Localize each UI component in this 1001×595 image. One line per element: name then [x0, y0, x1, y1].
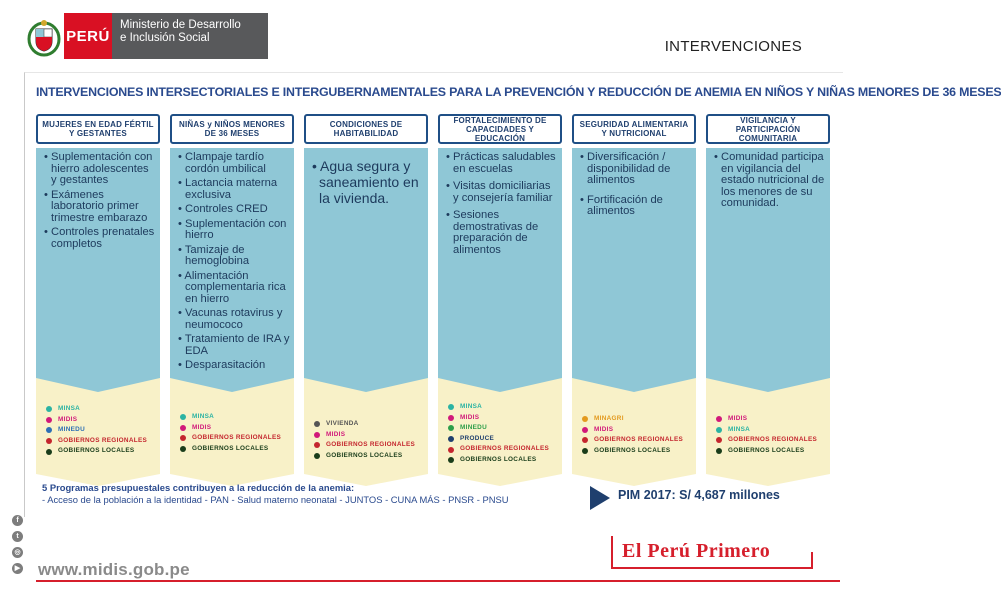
org-item — [180, 444, 292, 455]
org-list — [448, 402, 560, 466]
column-orgs-chevron — [706, 474, 830, 486]
org-dot — [448, 425, 454, 431]
org-name: VIVIENDA — [326, 420, 359, 427]
org-name: PRODUCE — [460, 434, 495, 442]
org-name: GOBIERNOS REGIONALES — [326, 441, 416, 449]
intervention-item: • Controles prenatales completos — [44, 227, 156, 250]
column-vigilancia — [706, 114, 830, 454]
org-name: MINEDU — [460, 424, 488, 432]
intervention-item: • Suplementación con hierro adolescentes y gestantes — [44, 152, 156, 187]
org-item — [448, 423, 560, 434]
org-name: MIDIS — [594, 425, 614, 433]
org-name: MINAGRI — [594, 415, 624, 422]
org-dot — [46, 449, 52, 455]
org-name: GOBIERNOS REGIONALES — [460, 445, 550, 453]
org-dot — [314, 421, 320, 427]
org-item — [582, 446, 694, 457]
intervention-item: • Vacunas rotavirus y neumococo — [178, 308, 290, 331]
column-interventions — [170, 148, 294, 378]
column-header: MUJERES EN EDAD FÉRTIL Y GESTANTES — [36, 114, 160, 144]
org-item — [448, 413, 560, 424]
org-dot — [582, 437, 588, 443]
org-dot — [582, 448, 588, 454]
footer-divider — [36, 580, 840, 582]
org-dot — [180, 435, 186, 441]
org-dot — [46, 406, 52, 412]
intervention-item: • Suplementación con hierro — [178, 219, 290, 242]
intervention-item: • Diversificación / disponibilidad de alimentos — [580, 152, 692, 187]
section-title: INTERVENCIONES — [664, 38, 802, 55]
org-dot — [314, 453, 320, 459]
play-arrow-icon — [590, 486, 610, 510]
org-list — [582, 414, 694, 456]
org-dot — [46, 417, 52, 423]
org-dot — [314, 432, 320, 438]
org-dot — [582, 416, 588, 422]
intervention-item: • Sesiones demostrativas de preparación de alimentos — [446, 210, 558, 256]
org-item — [314, 430, 426, 441]
column-interventions — [706, 148, 830, 378]
org-item — [716, 446, 828, 457]
org-dot — [46, 438, 52, 444]
intervention-item: • Agua segura y saneamiento en la vivienda. — [312, 158, 424, 206]
org-item — [716, 414, 828, 425]
org-name: GOBIERNOS REGIONALES — [594, 436, 684, 444]
programs-note — [42, 482, 509, 506]
org-dot — [716, 437, 722, 443]
org-item — [448, 434, 560, 445]
org-dot — [314, 442, 320, 448]
org-list — [180, 412, 292, 454]
intervention-item: • Prácticas saludables en escuelas — [446, 152, 558, 175]
ministry-name-line2: e Inclusión Social — [120, 32, 210, 44]
coat-of-arms-icon — [22, 15, 66, 59]
social-icons — [12, 515, 26, 579]
org-dot — [716, 448, 722, 454]
org-item — [180, 433, 292, 444]
column-chevron — [706, 378, 830, 392]
intervention-item: • Lactancia materna exclusiva — [178, 178, 290, 201]
org-item — [716, 425, 828, 436]
column-ninos — [170, 114, 294, 452]
org-dot — [716, 416, 722, 422]
country-label: PERÚ — [64, 13, 112, 59]
programs-heading: 5 Programas presupuestales contribuyen a la reducción de la anemia: — [42, 482, 355, 493]
intervention-item: • Tratamiento de IRA y EDA — [178, 334, 290, 357]
pim-budget: PIM 2017: S/ 4,687 millones — [618, 488, 780, 502]
org-item — [448, 455, 560, 466]
column-header: VIGILANCIA Y PARTICIPACIÓN COMUNITARIA — [706, 114, 830, 144]
org-name: GOBIERNOS LOCALES — [326, 451, 403, 459]
org-item — [716, 435, 828, 446]
org-list — [716, 414, 828, 456]
intervention-item: • Fortificación de alimentos — [580, 195, 692, 218]
intervention-item: • Comunidad participa en vigilancia del estado nutricional de los menores de su comunidad. — [714, 152, 826, 210]
org-item — [448, 402, 560, 413]
org-item — [314, 451, 426, 462]
column-interventions — [438, 148, 562, 378]
org-name: GOBIERNOS LOCALES — [58, 447, 135, 455]
intervention-item: • Alimentación complementaria rica en hierro — [178, 271, 290, 306]
org-item — [582, 425, 694, 436]
org-name: MIDIS — [326, 430, 346, 438]
org-dot — [448, 415, 454, 421]
ministry-name — [112, 13, 268, 59]
org-item — [46, 436, 158, 447]
org-item — [314, 440, 426, 451]
org-item — [582, 414, 694, 425]
main-title: INTERVENCIONES INTERSECTORIALES E INTERGUBERNAMENTALES PARA LA PREVENCIÓN Y REDUCCIÓN DE ANEMIA EN NIÑOS Y NIÑAS MENORES DE 36 MESES — [36, 85, 1001, 99]
column-educacion — [438, 114, 562, 463]
org-item — [582, 435, 694, 446]
org-name: MINEDU — [58, 426, 86, 434]
facebook-icon[interactable]: f — [12, 515, 23, 526]
intervention-item: • Desparasitación — [178, 360, 290, 372]
org-item — [46, 446, 158, 457]
column-orgs-chevron — [572, 474, 696, 486]
org-item — [180, 423, 292, 434]
column-interventions — [304, 148, 428, 378]
org-dot — [448, 447, 454, 453]
org-dot — [180, 425, 186, 431]
column-interventions — [572, 148, 696, 378]
column-header: SEGURIDAD ALIMENTARIA Y NUTRICIONAL — [572, 114, 696, 144]
org-dot — [448, 404, 454, 410]
column-header: FORTALECIMIENTO DE CAPACIDADES Y EDUCACIÓN — [438, 114, 562, 144]
instagram-icon[interactable]: ◎ — [12, 547, 23, 558]
org-item — [46, 404, 158, 415]
org-dot — [582, 427, 588, 433]
intervention-item: • Controles CRED — [178, 204, 290, 216]
org-name: MIDIS — [728, 415, 748, 422]
column-mujeres — [36, 114, 160, 455]
org-name: GOBIERNOS LOCALES — [728, 446, 805, 454]
org-name: MINSA — [58, 405, 81, 412]
org-item — [314, 419, 426, 430]
org-dot — [716, 427, 722, 433]
org-name: MIDIS — [192, 423, 212, 431]
org-item — [448, 444, 560, 455]
intervention-item: • Tamizaje de hemoglobina — [178, 245, 290, 268]
column-seguridad — [572, 114, 696, 454]
org-item — [46, 415, 158, 426]
column-chevron — [36, 378, 160, 392]
slogan: El Perú Primero — [622, 540, 771, 562]
org-dot — [180, 414, 186, 420]
org-name: MINSA — [192, 413, 215, 420]
org-name: MINSA — [460, 403, 483, 410]
column-chevron — [170, 378, 294, 392]
org-name: GOBIERNOS REGIONALES — [728, 436, 818, 444]
org-name: GOBIERNOS REGIONALES — [58, 436, 148, 444]
column-chevron — [438, 378, 562, 392]
org-item — [180, 412, 292, 423]
website-link[interactable]: www.midis.gob.pe — [38, 560, 190, 579]
org-dot — [180, 446, 186, 452]
org-name: GOBIERNOS REGIONALES — [192, 434, 282, 442]
column-header: NIÑAS y NIÑOS MENORES DE 36 MESES — [170, 114, 294, 144]
org-dot — [448, 457, 454, 463]
programs-list: - Acceso de la población a la identidad - PAN - Salud materno neonatal - JUNTOS - CUNA MÁS - PNSR - PNSU — [42, 494, 509, 505]
org-name: GOBIERNOS LOCALES — [594, 446, 671, 454]
column-habitabilidad — [304, 114, 428, 459]
org-dot — [448, 436, 454, 442]
column-interventions — [36, 148, 160, 378]
youtube-icon[interactable]: ▶ — [12, 563, 23, 574]
org-list — [314, 419, 426, 461]
org-name: MINSA — [728, 425, 751, 433]
org-item — [46, 425, 158, 436]
column-chevron — [572, 378, 696, 392]
org-dot — [46, 427, 52, 433]
org-name: GOBIERNOS LOCALES — [460, 455, 537, 463]
intervention-item: • Visitas domiciliarias y consejería familiar — [446, 181, 558, 204]
ministry-name-line1: Ministerio de Desarrollo — [120, 19, 241, 31]
column-chevron — [304, 378, 428, 392]
column-header: CONDICIONES DE HABITABILIDAD — [304, 114, 428, 144]
twitter-icon[interactable]: t — [12, 531, 23, 542]
org-name: MIDIS — [58, 415, 78, 423]
org-name: MIDIS — [460, 413, 480, 421]
org-list — [46, 404, 158, 457]
intervention-item: • Clampaje tardío cordón umbilical — [178, 152, 290, 175]
intervention-item: • Exámenes laboratorio primer trimestre embarazo — [44, 190, 156, 225]
org-name: GOBIERNOS LOCALES — [192, 444, 269, 452]
